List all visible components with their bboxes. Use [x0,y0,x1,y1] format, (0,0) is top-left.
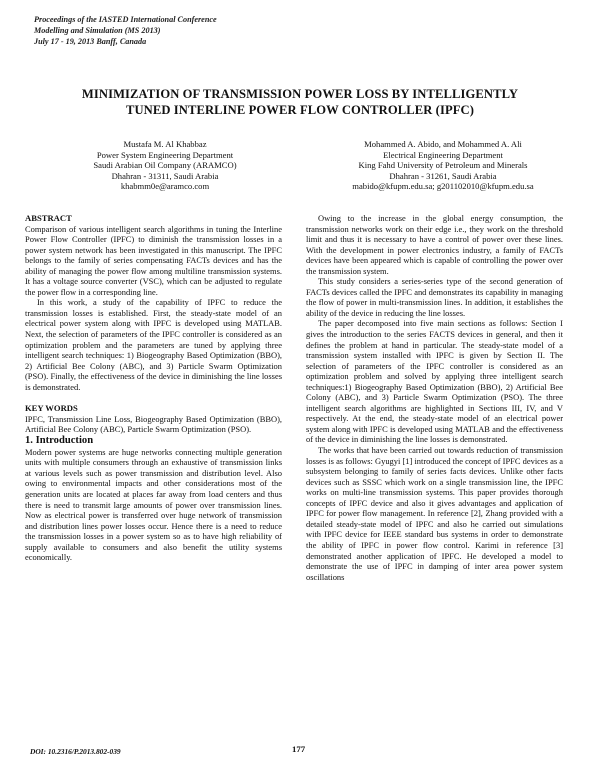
conference-header [34,14,217,47]
author-name: Mustafa M. Al Khabbaz [123,139,207,149]
left-column [25,213,282,563]
right-column [306,213,563,582]
author-email: khabmm0e@aramco.com [120,181,210,192]
abstract-heading: ABSTRACT [25,213,72,223]
body-paragraph-2: This study considers a series-series type of the second generation of FACTs devices called the IPFC and demonstrates its capability in managing the flow of power in multi-transmission lines. In addition, it establishes the ability of the device in reducing the line losses. [306,276,563,318]
author-organization: Saudi Arabian Oil Company (ARAMCO) [93,160,237,171]
abstract-paragraph-2: In this work, a study of the capability of IPFC to reduce the transmission losses is established. First, the steady-state model of an electrical power system along with IPFC is developed using MATLAB. Next, the selection of parameters of the IPFC controller is considered as an optimization problem and the parameters are tuned by applying three intelligent search techniques: 1) Biogeography Based Optimization (BBO), 2) Artificial Bee Colony (ABC), and 3) Particle Swarm Optimization (PSO). Finally, the effectiveness of the device in diminishing the line losses is demonstrated. [25,297,282,392]
abstract-paragraph-1: Comparison of various intelligent search algorithms in tuning the Interline Power Flow Controller (IPFC) to diminish the transmission losses in a power system network has been investigated in this manuscript. The IPFC belongs to the family of series compensating FACTs devices and has the ability of managing the power flow among multiline transmission systems. It has a voltage source converter (VSC), which can be adjusted to regulate the power flow in a corresponding line. [25,223,282,297]
author-organization: King Fahd University of Petroleum and Minerals [358,160,528,171]
title-line-1: MINIMIZATION OF TRANSMISSION POWER LOSS BY INTELLIGENTLY [81,87,519,101]
paper-title [40,86,560,118]
introduction-paragraph-1: Modern power systems are huge networks connecting multiple generation units with multiple consumers through an exhaustive of transmission links at various levels such as power transmission and distribution level. Also owing to environmental impacts and other considerations most of the generation units are located at places far away from load centers and thus there is need to transmit large amounts of power over transmission lines. Now as electrical power is transferred over huge network of transmission and distribution lines power losses occur. Hence there is a need to reduce the transmission losses in a power system so as to have high reliability of supply available to consumers and also benefit the utility systems economically. [25,446,282,563]
title-line-2: TUNED INTERLINE POWER FLOW CONTROLLER (IPFC) [125,103,475,117]
header-line-2: Modelling and Simulation (MS 2013) [34,26,161,35]
author-department: Electrical Engineering Department [383,149,503,160]
author-block-left [60,139,270,192]
author-address: Dhahran - 31311, Saudi Arabia [111,170,219,181]
author-email: mabido@kfupm.edu.sa; g201102010@kfupm.edu.sa [352,181,534,192]
footer-doi: DOI: 10.2316/P.2013.802-039 [30,747,121,756]
page-number: 177 [292,744,306,754]
keywords-heading: KEY WORDS [25,403,78,414]
header-line-1: Proceedings of the IASTED International Conference [34,15,217,24]
author-department: Power System Engineering Department [96,149,234,160]
introduction-heading: 1. Introduction [25,434,94,446]
author-block-right [318,139,568,192]
body-paragraph-3: The paper decomposed into five main sections as follows: Section I gives the introduction to the series FACTS devices in general, and then it defines the problem at hand in particular. The steady-state model of a transmission system installed with IPFC is given by Section II. The selection of parameters of the IPFC controller is considered as an optimization problem and solved by applying three intelligent search techniques:1) Biogeography Based Optimization (BBO), 2) Artificial Bee Colony (ABC), and 3) Particle Swarm Optimization (PSO). The three intelligent search algorithms are highlighted in Sections III, IV, and V respectively. At the end, the steady-state model of an electrical power system along with IPFC is developed using MATLAB and the effectiveness of the device in diminishing the line losses is demonstrated. [306,318,563,445]
keywords-text: IPFC, Transmission Line Loss, Biogeography Based Optimization (BBO), Artificial Bee Colony (ABC), Particle Swarm Optimization (PSO). [25,413,282,435]
body-paragraph-1: Owing to the increase in the global energy consumption, the transmission networks work on their edge i.e., they work on the threshold limit and thus it is necessary to have a control of power over these lines. With the development in power electronics industry, a family of FACTs devices have been appeared which is capable of controlling the power over the transmission system. [306,213,563,276]
author-address: Dhahran - 31261, Saudi Arabia [389,170,497,181]
author-name: Mohammed A. Abido, and Mohammed A. Ali [364,139,522,149]
body-paragraph-4: The works that have been carried out towards reduction of transmission losses is as follows: Gyugyi [1] introduced the concept of IPFC devices as a subsystem belonging to family of series facts devices. Unlike other facts devices such as SSSC which work on a single transmission line, the IPFC works on multi-line transmission systems. This paper provides thorough concepts of IPFC device and also it gives advantages and application of IPFC for power flow management. In reference [2], Zhang provided with a detailed steady-state model of IPFC and also he carried out simulations with IPFC device for IEEE standard bus systems in order to demonstrate the ability of IPFC in power flow control. Karimi in reference [3] demonstrated another application of IPFC. He developed a model to demonstrate the use of IPFC in damping of inter area power system oscillations [306,445,563,582]
header-line-3: July 17 - 19, 2013 Banff, Canada [34,37,147,46]
